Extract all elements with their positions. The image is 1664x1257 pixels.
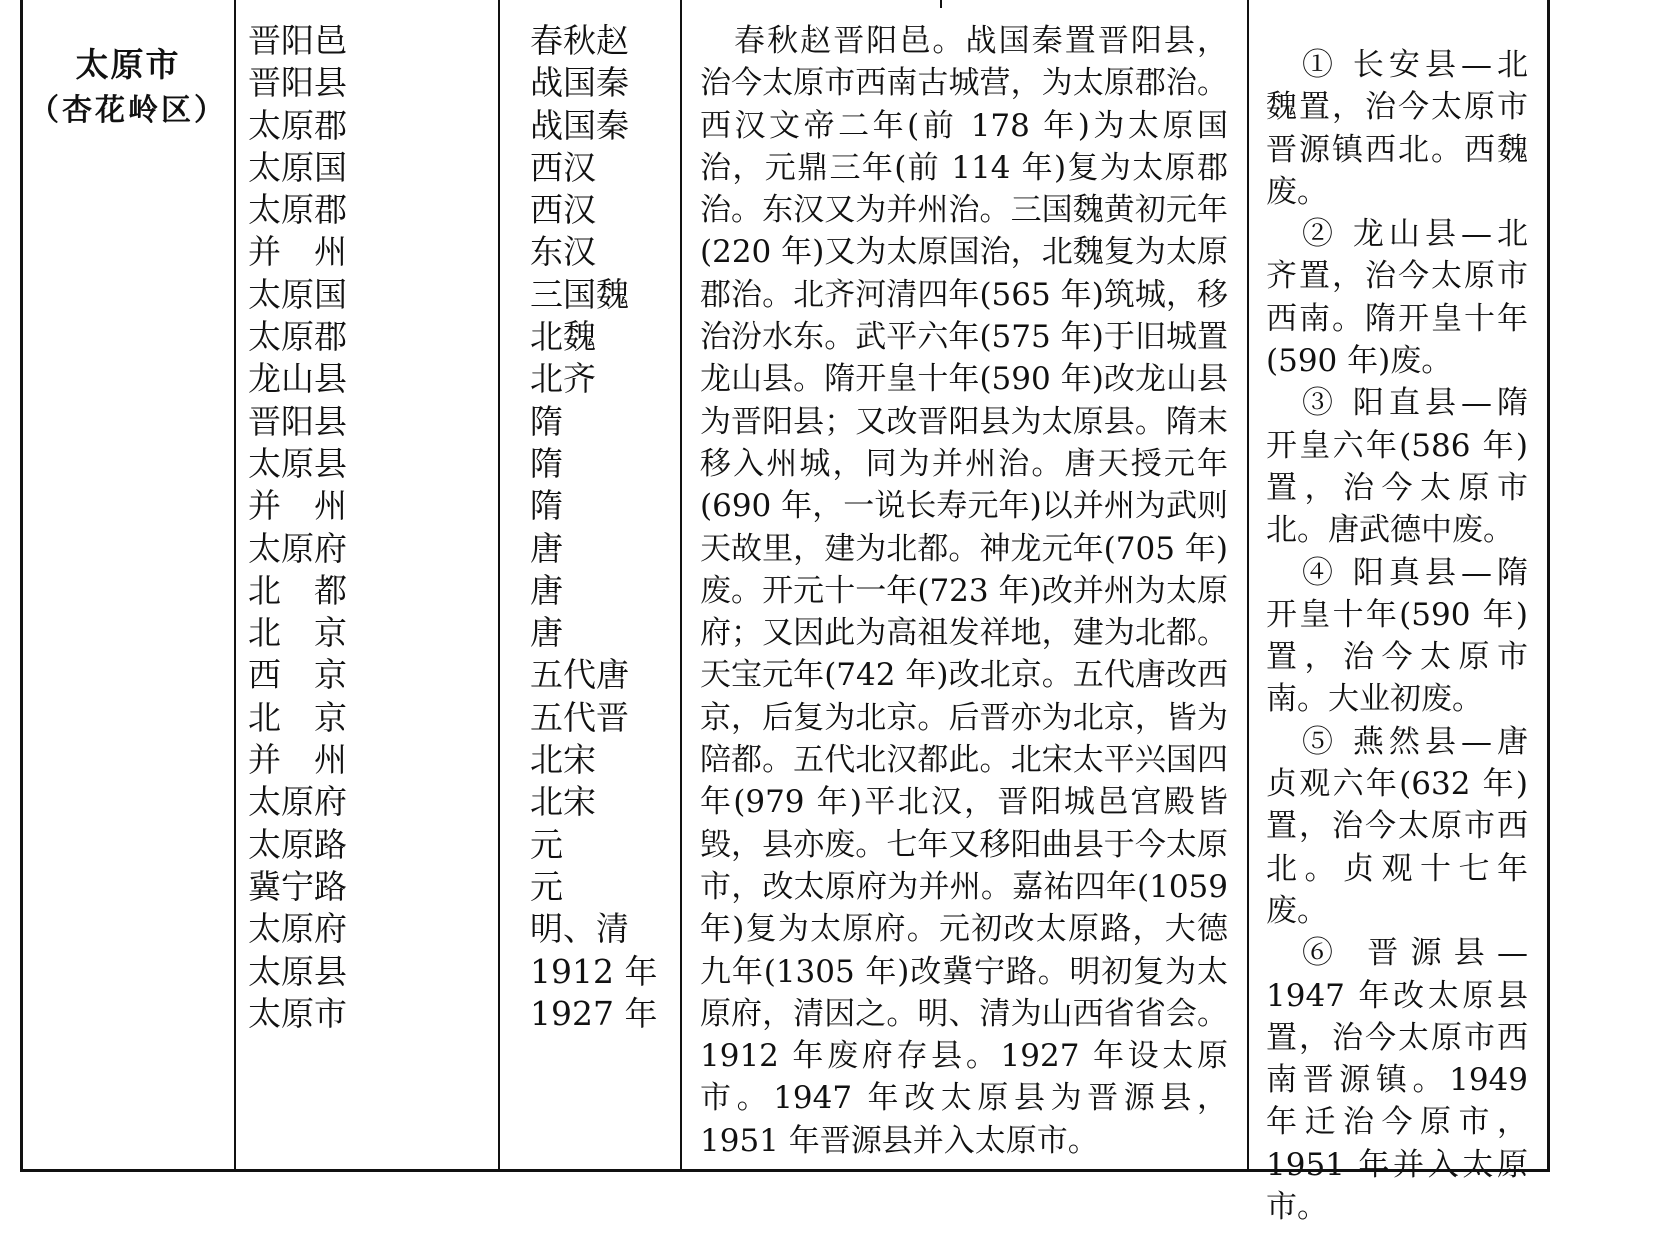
era: 明、清 — [530, 909, 629, 949]
historical-name: 并 州 — [248, 486, 347, 526]
era: 东汉 — [530, 232, 596, 272]
historical-name: 晋阳邑 — [248, 21, 347, 60]
note-item: ⑥ 晋源县—1947 年改太原县置，治今太原市西南晋源镇。1949 年迁治今原市，1951 年并入太原市。 — [1266, 935, 1528, 1226]
era: 西汉 — [530, 147, 596, 187]
column-divider — [498, 0, 500, 1172]
era: 隋 — [530, 443, 563, 483]
column-divider — [1247, 0, 1249, 1172]
column-divider — [680, 0, 682, 1172]
era: 北宋 — [530, 782, 596, 822]
era: 元 — [530, 824, 563, 864]
note-item: ⑤ 燕然县—唐贞观六年(632 年)置，治今太原市西北。贞观十七年废。 — [1266, 723, 1528, 929]
historical-name: 冀宁路 — [248, 866, 347, 906]
city-name: 太原市 — [75, 45, 181, 84]
historical-name: 太原府 — [248, 909, 347, 949]
historical-name: 龙山县 — [248, 359, 347, 399]
city-cell — [22, 42, 234, 134]
era: 隋 — [530, 401, 563, 441]
city-district: （杏花岭区） — [29, 93, 227, 128]
era: 唐 — [530, 613, 563, 653]
era: 北魏 — [530, 317, 596, 357]
description-cell: 春秋赵晋阳邑。战国秦置晋阳县，治今太原市西南古城营，为太原郡治。西汉文帝二年(前 178 年)为太原国治，元鼎三年(前 114 年)复为太原郡治。东汉又为并州治。三国魏黄初元年(220 年)又为太原国治，北魏复为太原郡治。北齐河清四年(565 年)筑城，移治汾水东。武平六年(575 年)于旧城置龙山县。隋开皇十年(590 年)改龙山县为晋阳县；又改晋阳县为太原县。隋末移入州城，同为并州治。唐天授元年(690 年，一说长寿元年)以并州为武则天故里，建为北都。神龙元年(705 年)废。开元十一年(723 年)改并州为太原府；又因此为高祖发祥地，建为北都。天宝元年(742 年)改北京。五代唐改西京，后复为北京。后晋亦为北京，皆为陪都。五代北汉都此。北宋太平兴国四年(979 年)平北汉，晋阳城邑宫殿皆毁，县亦废。七年又移阳曲县于今太原市，改太原府为并州。嘉祐四年(1059 年)复为太原府。元初改太原路，大德九年(1305 年)改冀宁路。明初复为太原府，清因之。明、清为山西省省会。1912 年废府存县。1927 年设太原市。1947 年改太原县为晋源县，1951 年晋源县并入太原市。 — [700, 23, 1228, 1159]
era: 三国魏 — [530, 274, 629, 314]
historical-name: 并 州 — [248, 232, 347, 272]
era: 隋 — [530, 486, 563, 526]
historical-name: 太原郡 — [248, 190, 347, 230]
historical-name: 并 州 — [248, 740, 347, 780]
era: 战国秦 — [530, 63, 629, 103]
era: 唐 — [530, 570, 563, 610]
historical-name: 太原郡 — [248, 317, 347, 357]
historical-name: 太原路 — [248, 824, 347, 864]
era: 五代晋 — [530, 697, 629, 737]
era: 1912 年 — [530, 951, 658, 991]
historical-name: 太原府 — [248, 782, 347, 822]
historical-name: 太原郡 — [248, 105, 347, 145]
historical-name: 北 都 — [248, 570, 347, 610]
historical-name: 北 京 — [248, 613, 347, 653]
historical-name: 太原县 — [248, 443, 347, 483]
historical-name: 太原市 — [248, 993, 347, 1033]
era: 战国秦 — [530, 105, 629, 145]
era-column — [530, 20, 680, 1035]
historical-name: 太原国 — [248, 147, 347, 187]
note-item: ④ 阳真县—隋开皇十年(590 年)置，治今太原市南。大业初废。 — [1266, 554, 1528, 718]
era: 北齐 — [530, 359, 596, 399]
historical-names-column — [248, 20, 498, 1035]
notes-cell — [1266, 44, 1528, 1228]
era: 春秋赵 — [530, 21, 629, 60]
note-item: ① 长安县—北魏置，治今太原市晋源镇西北。西魏废。 — [1266, 47, 1528, 210]
era: 五代唐 — [530, 655, 629, 695]
column-divider — [234, 0, 236, 1172]
historical-name: 晋阳县 — [248, 63, 347, 103]
historical-name: 太原国 — [248, 274, 347, 314]
historical-name: 太原县 — [248, 951, 347, 991]
top-tick — [940, 0, 942, 8]
era: 西汉 — [530, 190, 596, 230]
historical-name: 西 京 — [248, 655, 347, 695]
historical-name: 晋阳县 — [248, 401, 347, 441]
historical-name: 太原府 — [248, 528, 347, 568]
era: 元 — [530, 866, 563, 906]
note-item: ② 龙山县—北齐置，治今太原市西南。隋开皇十年(590 年)废。 — [1266, 216, 1528, 380]
note-item: ③ 阳直县—隋开皇六年(586 年)置，治今太原市北。唐武德中废。 — [1266, 385, 1528, 549]
historical-name: 北 京 — [248, 697, 347, 737]
era: 1927 年 — [530, 993, 658, 1033]
era: 北宋 — [530, 740, 596, 780]
era: 唐 — [530, 528, 563, 568]
